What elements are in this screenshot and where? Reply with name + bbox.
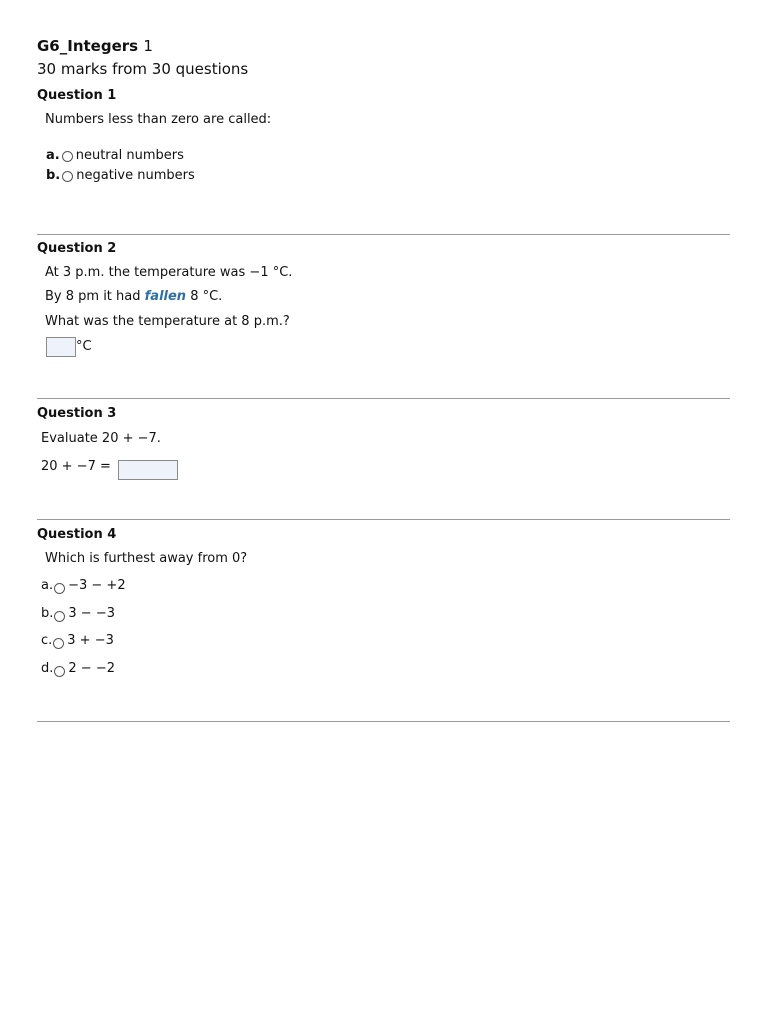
option-label: −3 − +2: [68, 578, 126, 593]
option-label: 2 − −2: [68, 661, 115, 676]
quiz-subtitle: 30 marks from 30 questions: [37, 60, 249, 78]
question-2-line-1: At 3 p.m. the temperature was −1 °C.: [45, 265, 293, 280]
option-letter: d.: [41, 661, 54, 676]
question-3-heading: Question 3: [37, 406, 117, 421]
option-letter: c.: [41, 633, 53, 648]
unit-label: °C: [76, 339, 92, 354]
question-2-line-2: [45, 289, 222, 305]
question-2-heading: Question 2: [37, 241, 117, 256]
question-4-text: Which is furthest away from 0?: [45, 551, 248, 566]
question-4-option-a[interactable]: [41, 578, 126, 594]
option-label: 3 + −3: [67, 633, 114, 648]
option-label: 3 − −3: [68, 606, 115, 621]
radio-circle-icon[interactable]: [54, 583, 65, 594]
question-1-option-a[interactable]: [46, 148, 184, 164]
option-letter: b.: [41, 606, 54, 621]
quiz-title-number: 1: [143, 37, 153, 55]
question-3-line-1: Evaluate 20 + −7.: [41, 431, 161, 446]
question-2-line-3: What was the temperature at 8 p.m.?: [45, 314, 290, 329]
option-letter: a.: [46, 148, 60, 163]
question-1-text: Numbers less than zero are called:: [45, 112, 272, 127]
question-4-option-d[interactable]: [41, 661, 115, 677]
divider: [37, 519, 730, 520]
question-1-option-b[interactable]: [46, 168, 195, 184]
question-2-answer-input[interactable]: [46, 337, 76, 357]
option-label: neutral numbers: [75, 148, 184, 163]
quiz-title: [37, 37, 153, 55]
divider: [37, 721, 730, 722]
question-3-prompt: 20 + −7 =: [41, 459, 111, 474]
question-4-option-c[interactable]: [41, 633, 114, 649]
emphasis-word: fallen: [144, 289, 187, 304]
question-2-line-2-after: 8 °C.: [190, 289, 223, 304]
divider: [37, 234, 730, 235]
question-1-heading: Question 1: [37, 88, 117, 103]
radio-circle-icon[interactable]: [53, 638, 64, 649]
option-letter: a.: [41, 578, 54, 593]
radio-circle-icon[interactable]: [54, 611, 65, 622]
radio-circle-icon[interactable]: [54, 666, 65, 677]
question-4-option-b[interactable]: [41, 606, 115, 622]
quiz-title-main: G6_Integers: [37, 37, 139, 55]
divider: [37, 398, 730, 399]
radio-circle-icon[interactable]: [62, 171, 73, 182]
option-label: negative numbers: [76, 168, 195, 183]
question-3-answer-input[interactable]: [118, 460, 178, 480]
question-4-heading: Question 4: [37, 527, 117, 542]
question-2-line-2-before: By 8 pm it had: [45, 289, 141, 304]
option-letter: b.: [46, 168, 61, 183]
radio-circle-icon[interactable]: [62, 151, 73, 162]
